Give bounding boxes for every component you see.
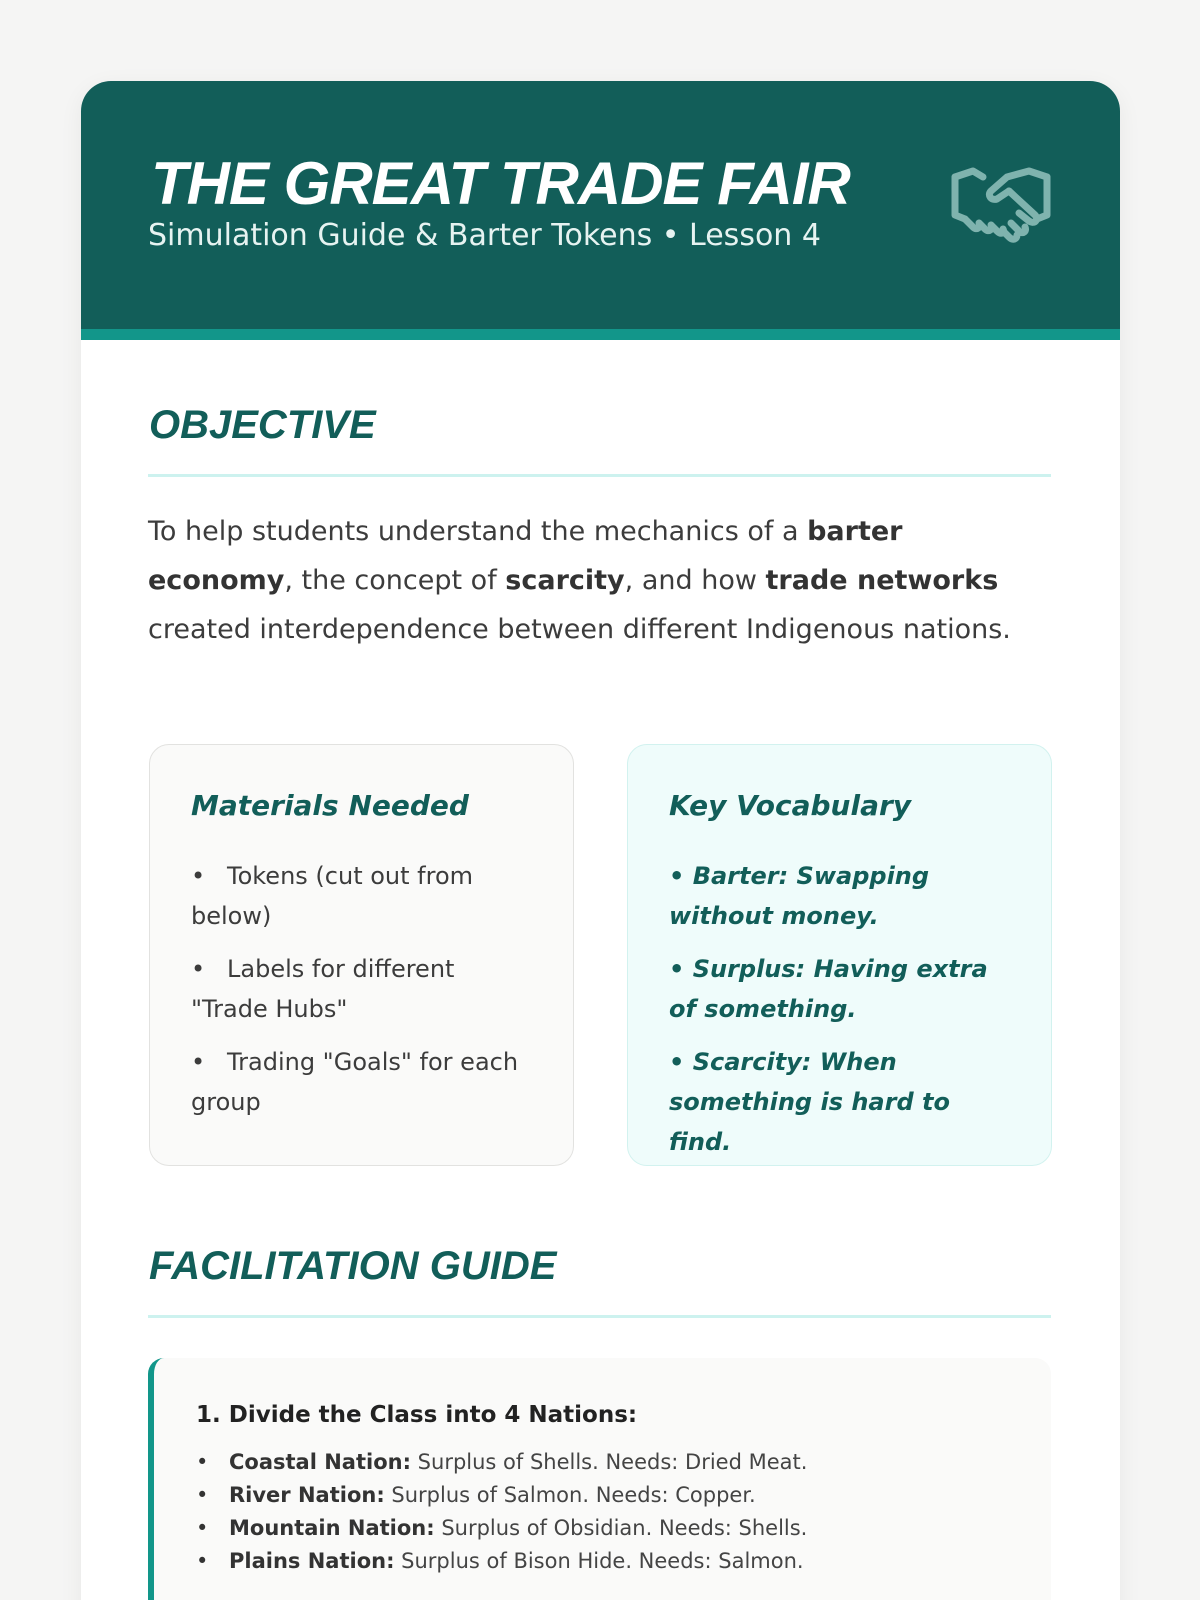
objective-text: To help students understand the mechanics of a barter economy, the concept of scarcity, and how trade networks created interdependence between different Indigenous nations. [148,516,1011,645]
list-item: • Plains Nation: Surplus of Bison Hide. Needs: Salmon. [196,1545,1011,1578]
materials-title: Materials Needed [191,789,469,822]
materials-list [191,856,533,1122]
objective-heading: OBJECTIVE [149,403,376,447]
vocabulary-box [627,744,1052,1166]
materials-box [149,744,574,1166]
page-title: THE GREAT TRADE FAIR [151,150,850,217]
guide-heading: FACILITATION GUIDE [149,1244,557,1288]
list-item: • River Nation: Surplus of Salmon. Needs: Copper. [196,1479,1011,1512]
header-banner [81,81,1120,340]
list-item: • Barter: Swapping without money. [669,862,930,930]
list-item: • Trading "Goals" for each group [191,1042,533,1122]
objective-divider [148,474,1051,477]
list-item: • Coastal Nation: Surplus of Shells. Needs: Dried Meat. [196,1446,1011,1479]
list-item: • Labels for different "Trade Hubs" [191,949,533,1029]
handshake-icon [949,157,1053,253]
list-item: • Mountain Nation: Surplus of Obsidian. Needs: Shells. [196,1512,1011,1545]
vocabulary-title: Key Vocabulary [669,789,912,822]
list-item: • Scarcity: When something is hard to find. [669,1048,950,1156]
list-item: • Tokens (cut out from below) [191,856,533,936]
vocabulary-list [669,856,1011,1162]
nation-list [196,1446,1011,1578]
lesson-card [81,81,1120,1600]
step-box [148,1358,1051,1600]
guide-divider [148,1315,1051,1318]
step-title: 1. Divide the Class into 4 Nations: [196,1402,638,1428]
page-subtitle: Simulation Guide & Barter Tokens • Lesson 4 [148,218,821,253]
list-item: • Surplus: Having extra of something. [669,955,988,1023]
